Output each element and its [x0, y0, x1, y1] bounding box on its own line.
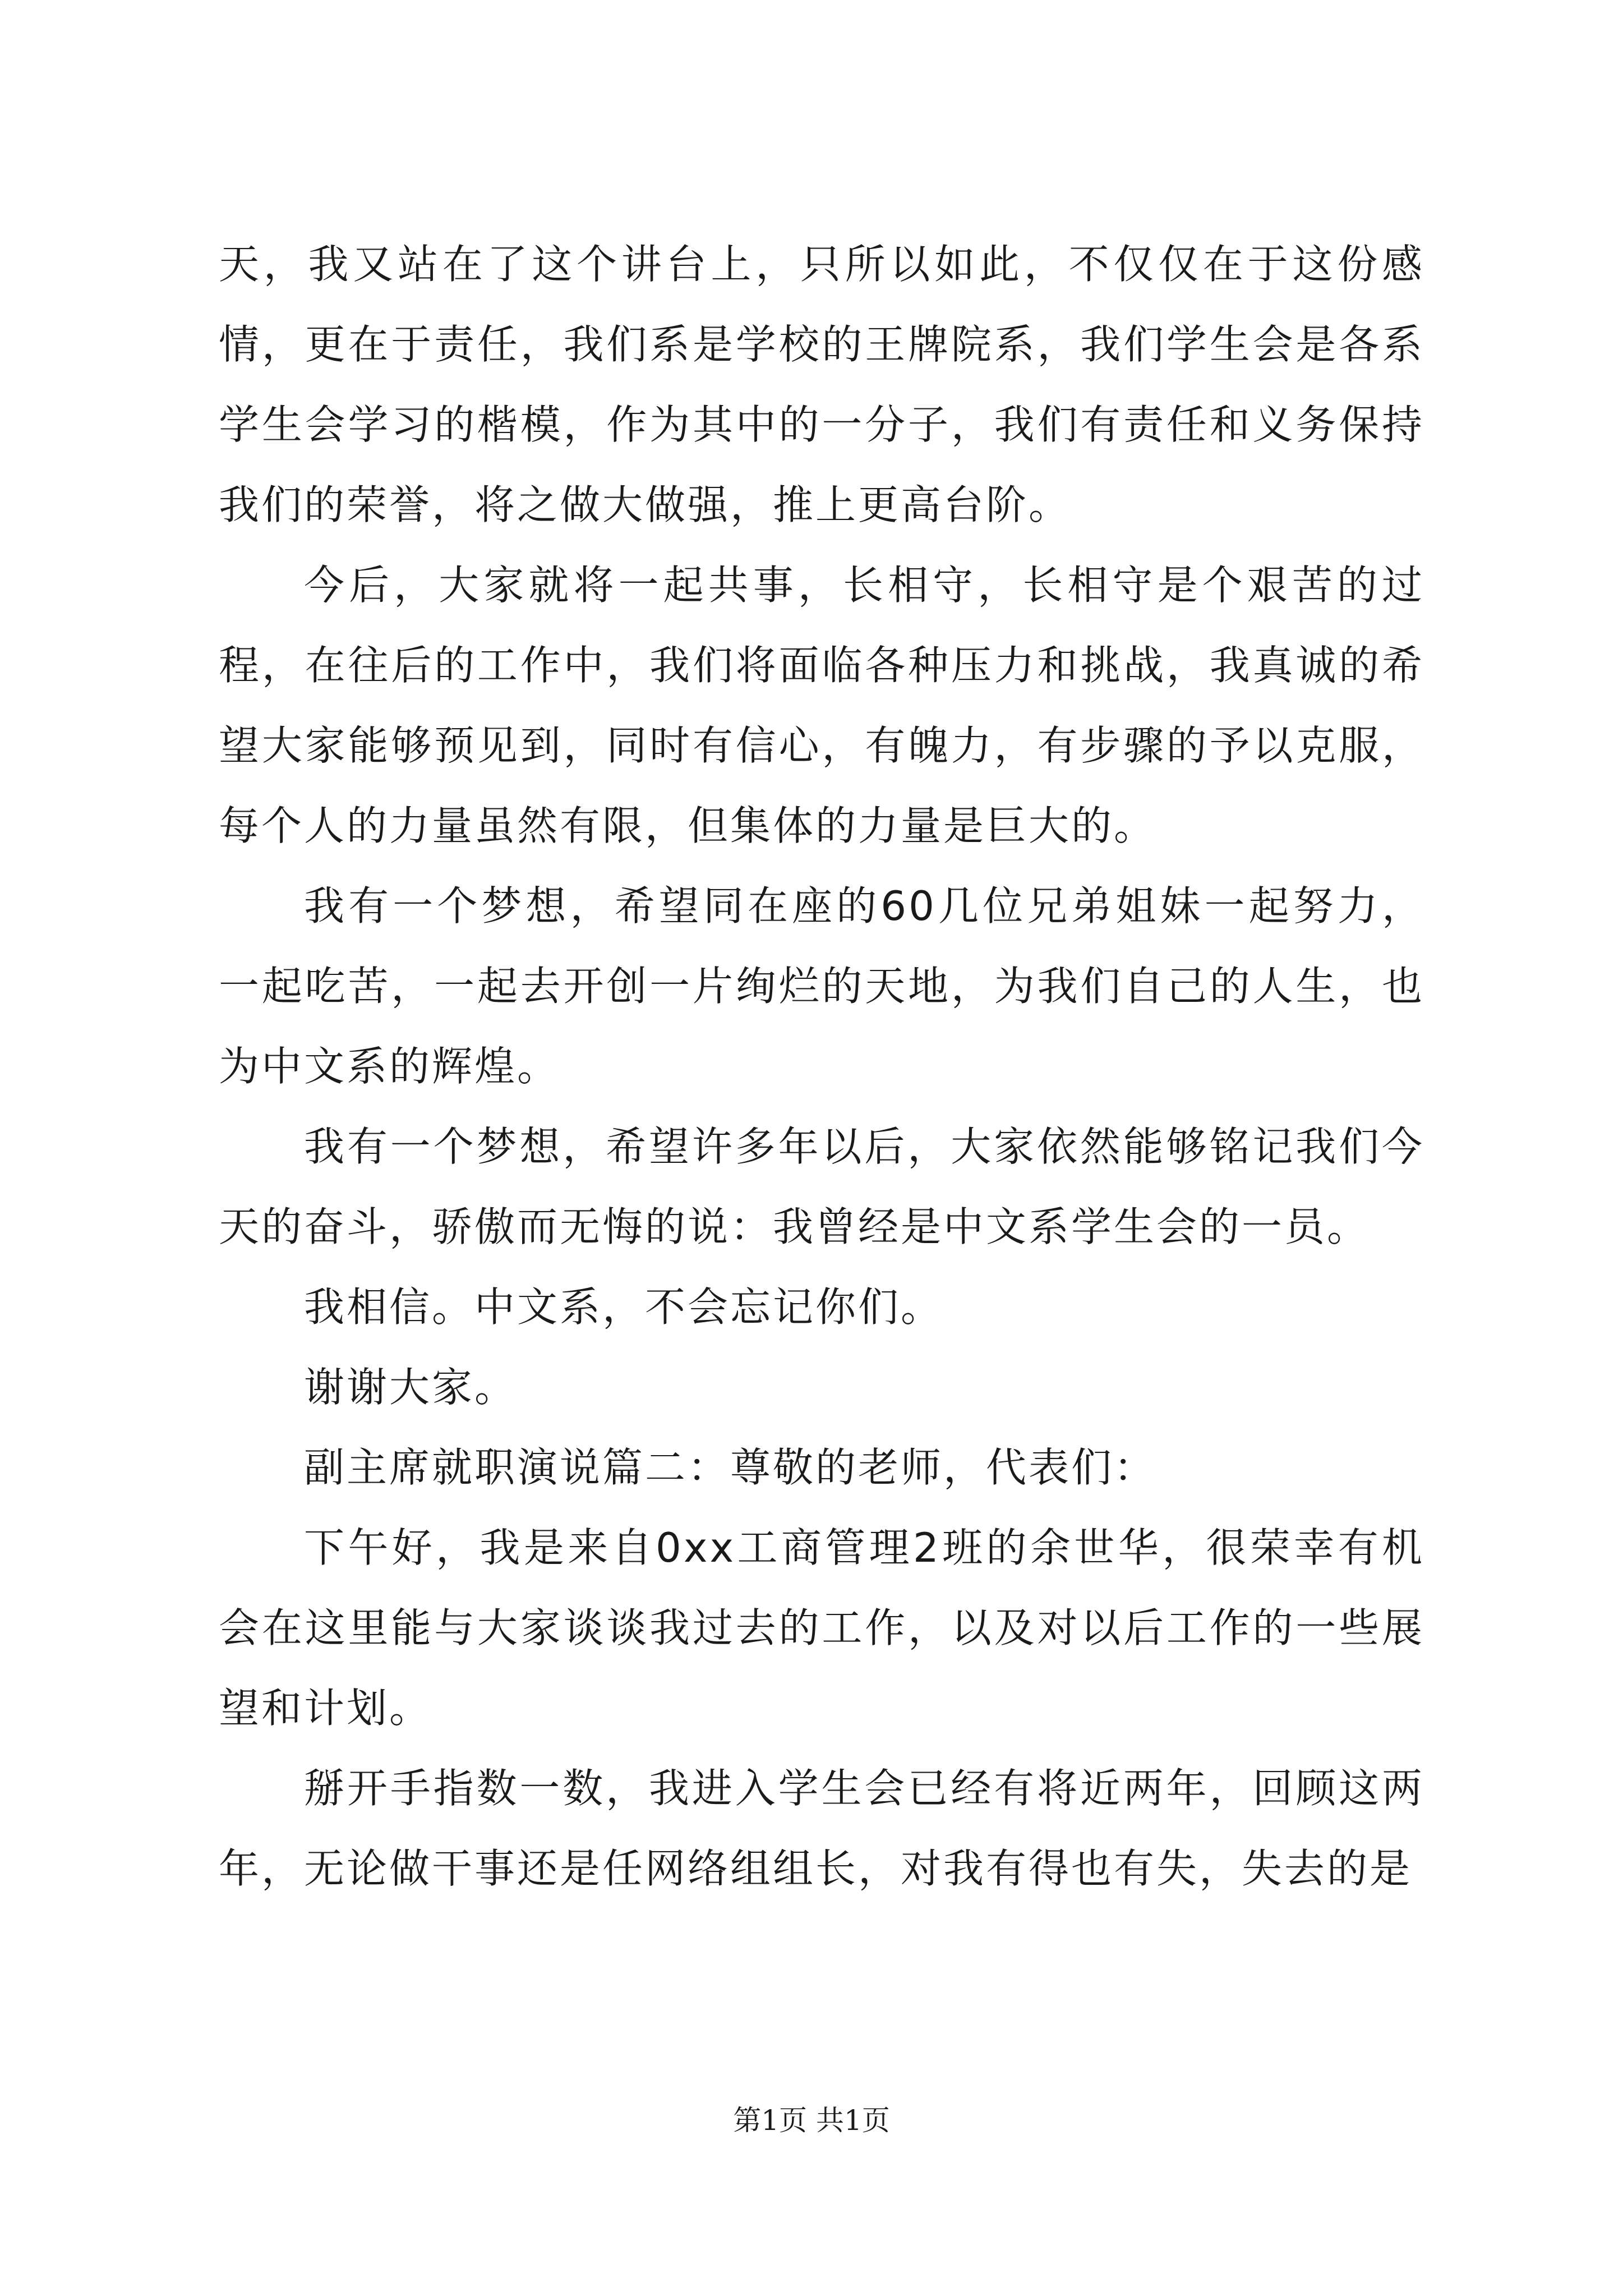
paragraph-3: 我有一个梦想，希望同在座的60几位兄弟姐妹一起努力，一起吃苦，一起去开创一片绚烂的天地，为我们自己的人生，也为中文系的辉煌。 [219, 882, 1424, 1090]
paragraph-4: 我有一个梦想，希望许多年以后，大家依然能够铭记我们今天的奋斗，骄傲而无悔的说：我曾经是中文系学生会的一员。 [219, 1123, 1424, 1250]
paragraph-6: 谢谢大家。 [304, 1364, 518, 1411]
paragraph-2: 今后，大家就将一起共事，长相守，长相守是个艰苦的过程，在往后的工作中，我们将面临各种压力和挑战，我真诚的希望大家能够预见到，同时有信心，有魄力，有步骤的予以克服，每个人的力量虽然有限，但集体的力量是巨大的。 [219, 562, 1424, 849]
body-text [219, 224, 1424, 1909]
paragraph-5: 我相信。中文系，不会忘记你们。 [304, 1283, 944, 1331]
paragraph-8: 下午好，我是来自0xx工商管理2班的余世华，很荣幸有机会在这里能与大家谈谈我过去的工作，以及对以后工作的一些展望和计划。 [219, 1524, 1424, 1732]
paragraph-9: 掰开手指数一数，我进入学生会已经有将近两年，回顾这两年，无论做干事还是任网络组组长，对我有得也有失，失去的是 [219, 1765, 1424, 1892]
paragraph-1: 天，我又站在了这个讲台上，只所以如此，不仅仅在于这份感情，更在于责任，我们系是学校的王牌院系，我们学生会是各系学生会学习的楷模，作为其中的一分子，我们有责任和义务保持我们的荣誉，将之做大做强，推上更高台阶。 [219, 241, 1424, 528]
page-footer: 第1页 共1页 [733, 2104, 890, 2137]
paragraph-7: 副主席就职演说篇二：尊敬的老师，代表们： [304, 1444, 1157, 1491]
